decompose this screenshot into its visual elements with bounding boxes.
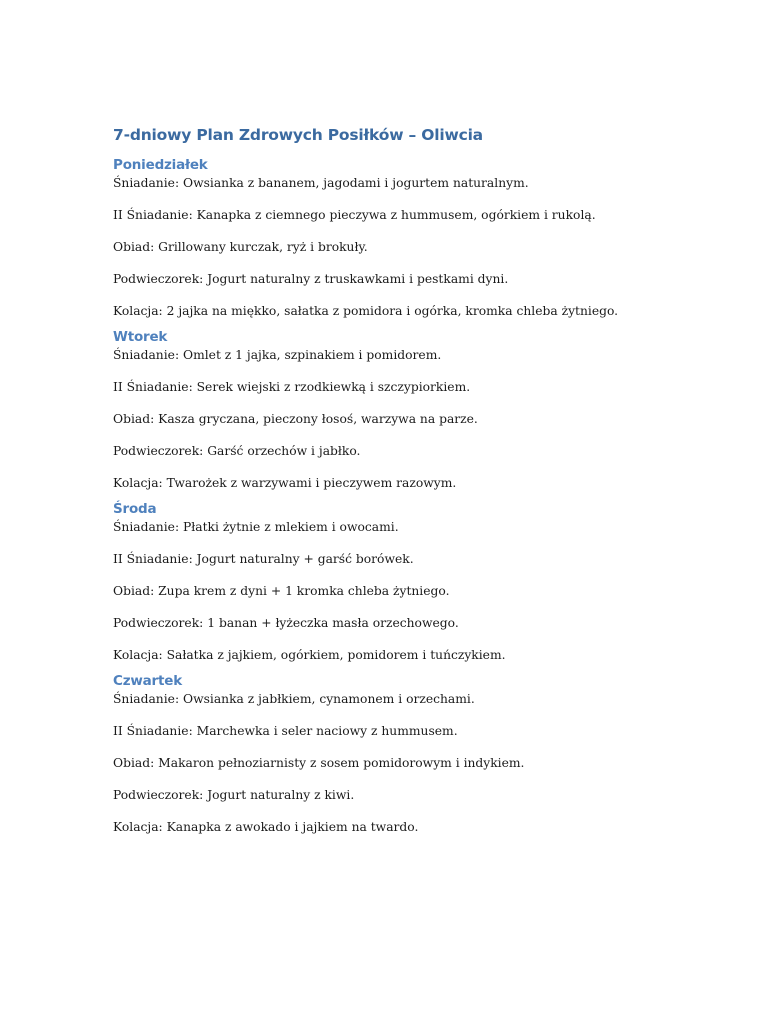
meal-second-breakfast: II Śniadanie: Marchewka i seler naciowy z hummusem. xyxy=(113,724,458,738)
meal-breakfast: Śniadanie: Owsianka z bananem, jagodami i jogurtem naturalnym. xyxy=(113,176,529,190)
meal-lunch: Obiad: Grillowany kurczak, ryż i brokuły. xyxy=(113,240,368,254)
meal-dinner: Kolacja: Kanapka z awokado i jajkiem na twardo. xyxy=(113,820,419,834)
day-section-wednesday xyxy=(113,499,693,663)
meal-snack: Podwieczorek: Jogurt naturalny z truskawkami i pestkami dyni. xyxy=(113,272,509,286)
meal-breakfast: Śniadanie: Omlet z 1 jajka, szpinakiem i pomidorem. xyxy=(113,348,442,362)
day-heading: Środa xyxy=(113,501,157,517)
meal-breakfast: Śniadanie: Owsianka z jabłkiem, cynamonem i orzechami. xyxy=(113,692,475,706)
day-section-monday xyxy=(113,155,693,319)
day-heading: Wtorek xyxy=(113,329,168,345)
meal-breakfast: Śniadanie: Płatki żytnie z mlekiem i owocami. xyxy=(113,520,399,534)
day-section-tuesday xyxy=(113,327,693,491)
meal-snack: Podwieczorek: Jogurt naturalny z kiwi. xyxy=(113,788,355,802)
meal-lunch: Obiad: Zupa krem z dyni + 1 kromka chleba żytniego. xyxy=(113,584,450,598)
document-body xyxy=(113,124,693,835)
meal-second-breakfast: II Śniadanie: Jogurt naturalny + garść borówek. xyxy=(113,552,414,566)
meal-dinner: Kolacja: 2 jajka na miękko, sałatka z pomidora i ogórka, kromka chleba żytniego. xyxy=(113,304,619,318)
meal-second-breakfast: II Śniadanie: Kanapka z ciemnego pieczywa z hummusem, ogórkiem i rukolą. xyxy=(113,208,596,222)
meal-snack: Podwieczorek: Garść orzechów i jabłko. xyxy=(113,444,361,458)
meal-dinner: Kolacja: Sałatka z jajkiem, ogórkiem, pomidorem i tuńczykiem. xyxy=(113,648,506,662)
meal-lunch: Obiad: Kasza gryczana, pieczony łosoś, warzywa na parze. xyxy=(113,412,478,426)
meal-snack: Podwieczorek: 1 banan + łyżeczka masła orzechowego. xyxy=(113,616,459,630)
meal-lunch: Obiad: Makaron pełnoziarnisty z sosem pomidorowym i indykiem. xyxy=(113,756,525,770)
document-title: 7-dniowy Plan Zdrowych Posiłków – Oliwcia xyxy=(113,126,483,144)
meal-second-breakfast: II Śniadanie: Serek wiejski z rzodkiewką i szczypiorkiem. xyxy=(113,380,471,394)
day-heading: Czwartek xyxy=(113,673,182,689)
day-section-thursday xyxy=(113,671,693,835)
day-heading: Poniedziałek xyxy=(113,157,208,173)
meal-dinner: Kolacja: Twarożek z warzywami i pieczywem razowym. xyxy=(113,476,457,490)
